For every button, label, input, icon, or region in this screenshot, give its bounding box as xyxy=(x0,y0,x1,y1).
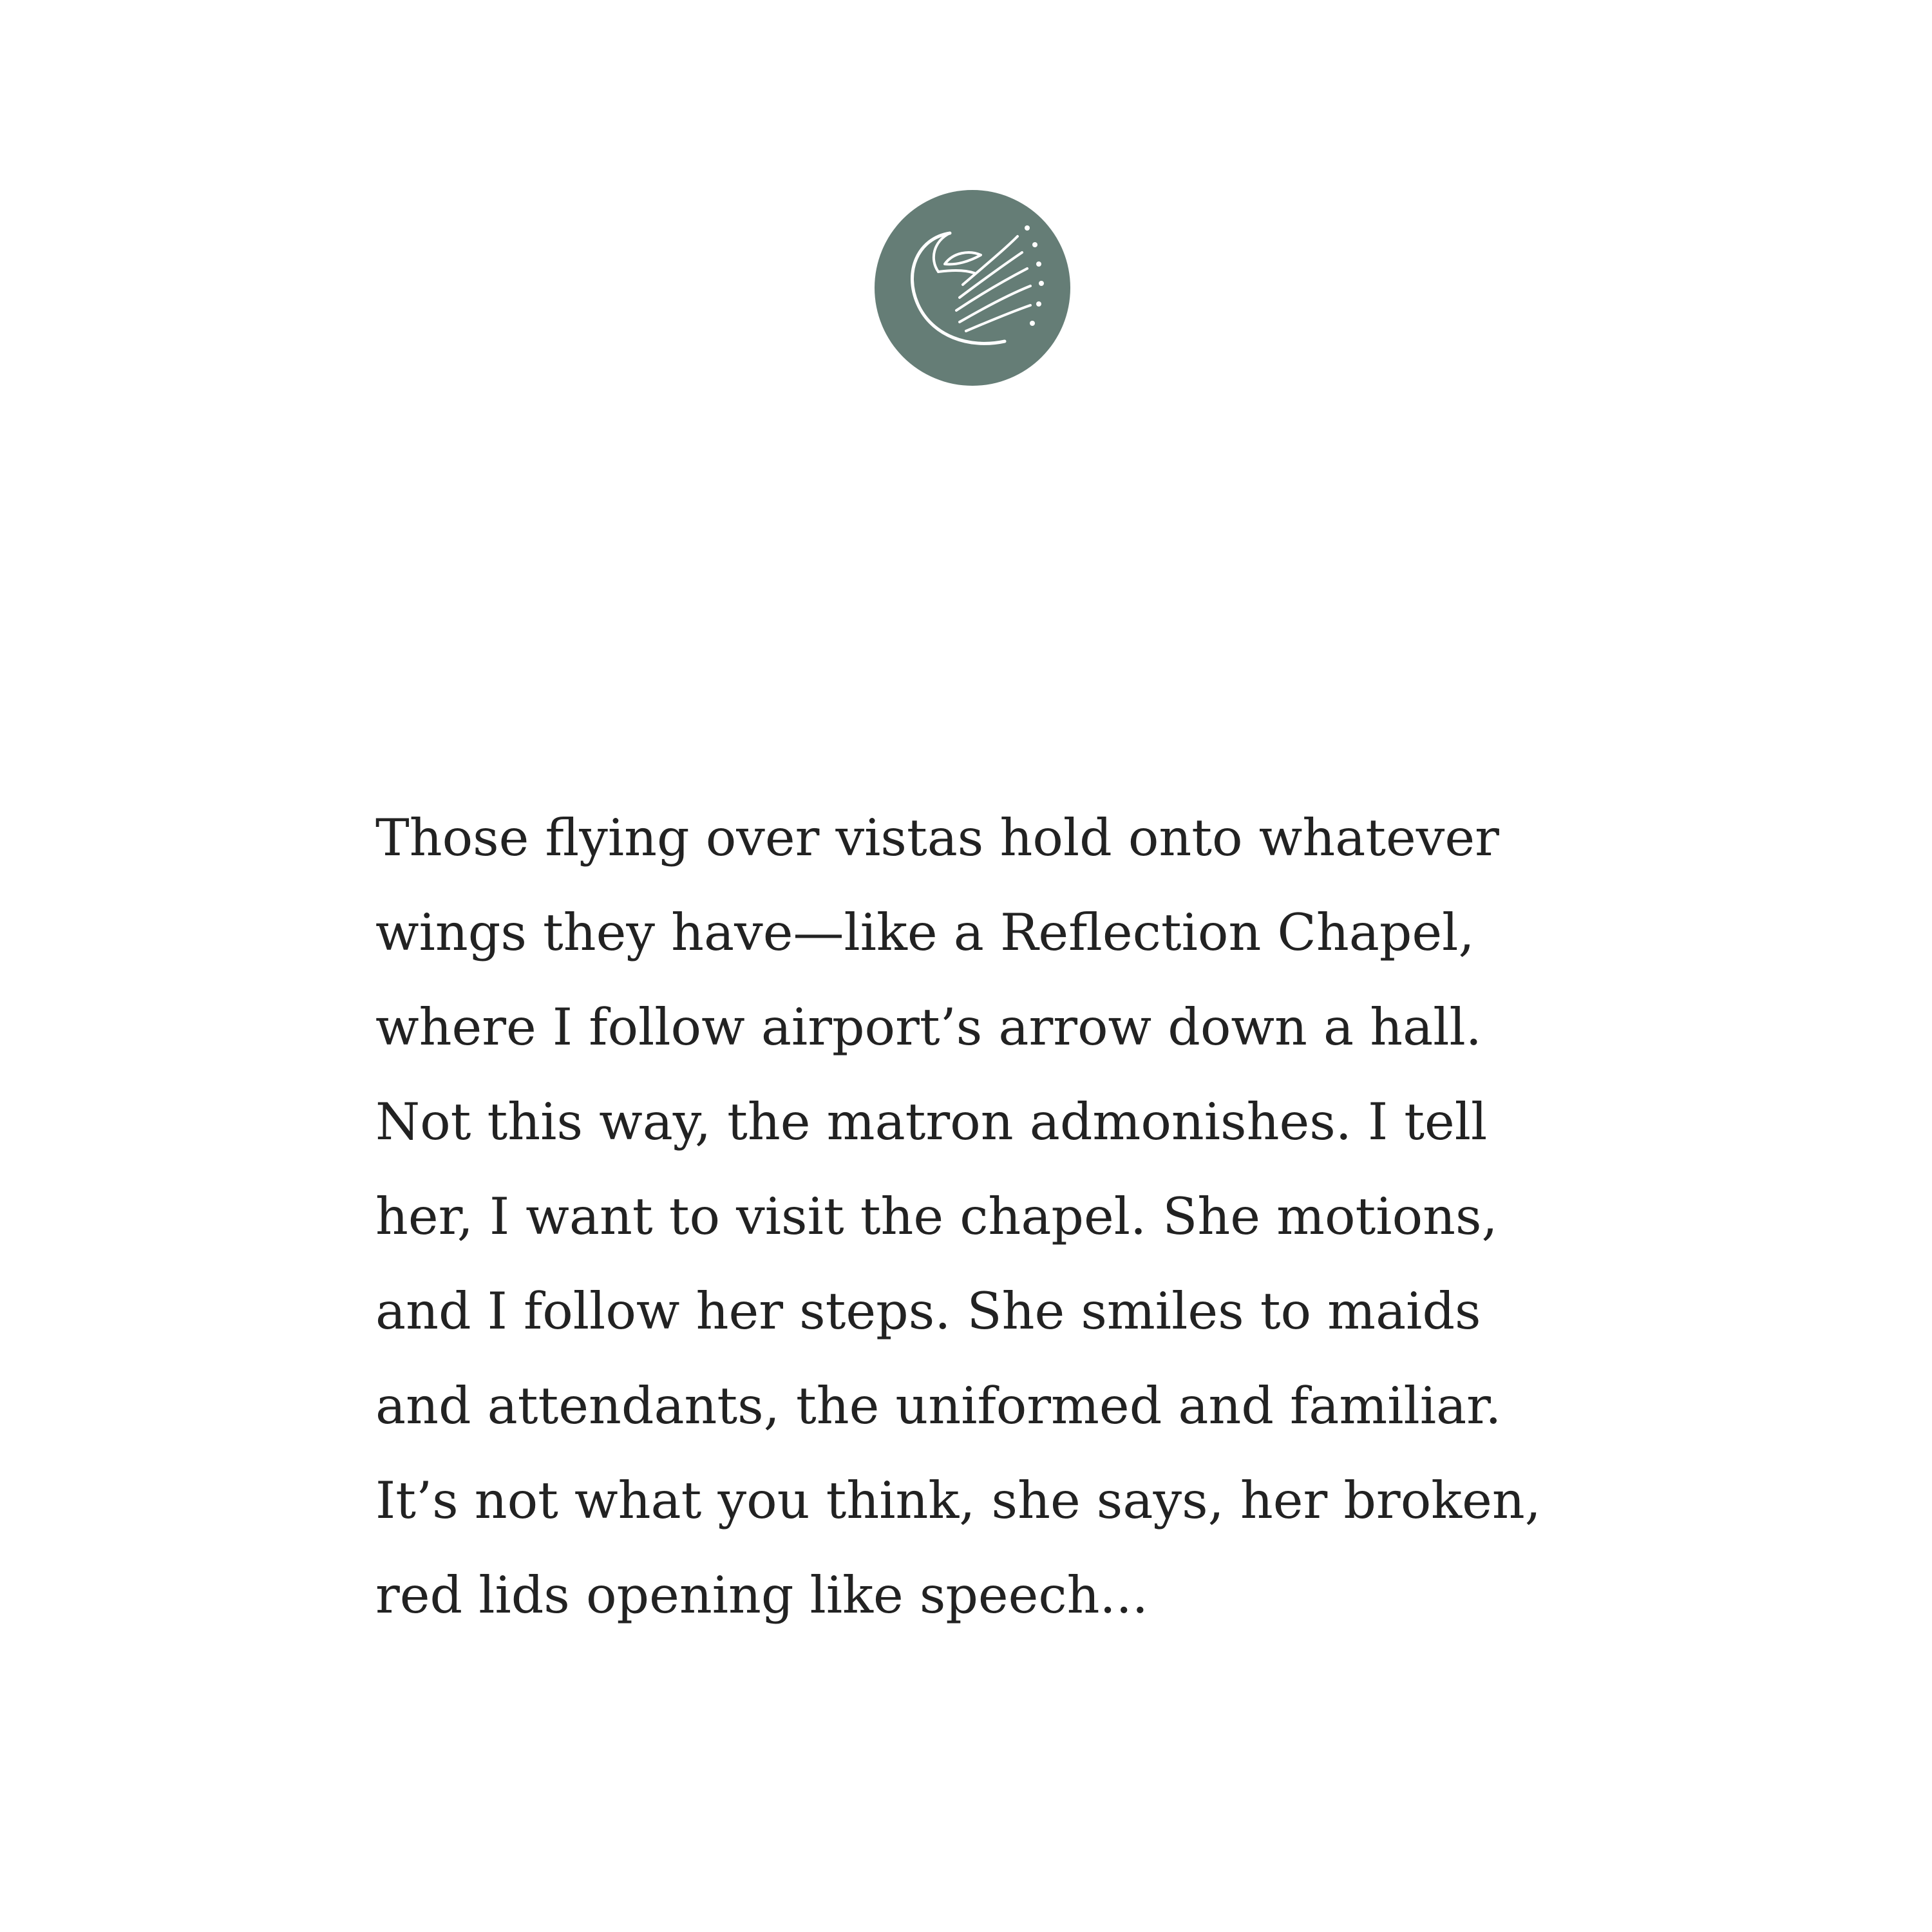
poem-line: red lids opening like speech... xyxy=(375,1566,1148,1625)
poem-line: and I follow her steps. She smiles to maids xyxy=(375,1282,1481,1341)
poem-line: Those flying over vistas hold onto whatever xyxy=(375,808,1499,867)
poem-line: and attendants, the uniformed and familiar. xyxy=(375,1376,1502,1435)
poem-line: where I follow airport’s arrow down a hall. xyxy=(375,998,1482,1057)
poem-line: her, I want to visit the chapel. She motions, xyxy=(375,1187,1498,1246)
poem-line: Not this way, the matron admonishes. I tell xyxy=(375,1092,1488,1151)
poem-line: It’s not what you think, she says, her broken, xyxy=(375,1471,1541,1530)
swan-emblem-icon xyxy=(873,188,1072,388)
poem-text xyxy=(375,791,1663,1643)
poem-line: wings they have—like a Reflection Chapel, xyxy=(375,903,1475,962)
